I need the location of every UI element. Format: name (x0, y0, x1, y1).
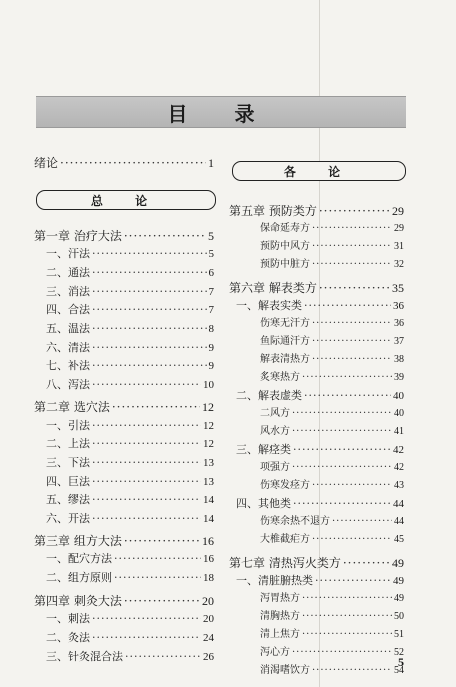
toc-entry[interactable] (46, 378, 214, 392)
toc-entry[interactable] (46, 247, 214, 261)
toc-page: 9 (208, 342, 214, 354)
leader-dots (114, 571, 201, 585)
toc-page: 20 (202, 594, 214, 608)
page-title (36, 96, 406, 128)
leader-dots (92, 419, 201, 433)
toc-entry[interactable] (260, 461, 404, 475)
toc-label: 伤寒无汗方 (260, 318, 310, 329)
toc-page: 40 (393, 390, 404, 402)
toc-entry[interactable] (34, 534, 214, 548)
leader-dots (92, 359, 207, 373)
leader-dots (92, 378, 201, 392)
leader-dots (92, 322, 207, 336)
leader-dots (114, 552, 201, 566)
toc-label: 预防中风方 (260, 241, 310, 252)
toc-page: 5 (208, 248, 214, 260)
toc-label: 七、补法 (46, 359, 90, 372)
toc-entry[interactable] (260, 533, 404, 547)
toc-entry[interactable] (260, 610, 404, 624)
toc-entry[interactable] (46, 571, 214, 585)
toc-label: 一、清脏腑热类 (236, 574, 313, 587)
toc-page: 44 (393, 498, 404, 510)
toc-page: 40 (394, 408, 404, 419)
toc-entry[interactable] (46, 437, 214, 451)
toc-page: 42 (393, 444, 404, 456)
toc-page: 14 (203, 513, 214, 525)
toc-page: 7 (208, 286, 214, 298)
toc-label: 四、合法 (46, 303, 90, 316)
leader-dots (312, 222, 392, 236)
toc-entry[interactable] (46, 493, 214, 507)
toc-page: 36 (393, 300, 404, 312)
leader-dots (302, 371, 392, 385)
page-number: 5 (398, 655, 404, 669)
toc-page: 42 (394, 462, 404, 473)
toc-entry[interactable] (46, 341, 214, 355)
toc-label: 二、通法 (46, 266, 90, 279)
toc-page: 52 (394, 647, 404, 658)
toc-page: 7 (208, 304, 214, 316)
toc-entry[interactable] (260, 628, 404, 642)
toc-label: 二、灸法 (46, 631, 90, 644)
leader-dots (60, 156, 206, 170)
toc-label: 绪论 (34, 156, 59, 170)
leader-dots (302, 592, 392, 606)
leader-dots (292, 461, 392, 475)
toc-label: 泻心方 (260, 647, 290, 658)
toc-label: 第六章 解表类方 (229, 281, 317, 295)
toc-label: 三、下法 (46, 456, 90, 469)
leader-dots (312, 258, 392, 272)
toc-label: 二、解表虚类 (236, 389, 302, 402)
toc-entry[interactable] (260, 646, 404, 660)
toc-label: 大椎截疟方 (260, 534, 310, 545)
toc-label: 风水方 (260, 426, 290, 437)
toc-label: 第七章 清热泻火类方 (229, 556, 341, 570)
leader-dots (312, 335, 392, 349)
toc-label: 一、引法 (46, 419, 90, 432)
toc-page: 24 (203, 632, 214, 644)
toc-page: 35 (392, 281, 404, 295)
toc-page: 49 (394, 593, 404, 604)
toc-entry[interactable] (260, 592, 404, 606)
toc-entry[interactable] (260, 407, 404, 421)
toc-page: 31 (394, 241, 404, 252)
leader-dots (292, 425, 392, 439)
toc-page: 16 (202, 534, 214, 548)
toc-entry[interactable] (260, 240, 404, 254)
toc-entry[interactable] (46, 456, 214, 470)
toc-label: 预防中脏方 (260, 259, 310, 270)
toc-entry[interactable] (236, 299, 404, 313)
leader-dots (125, 650, 201, 664)
toc-entry[interactable] (260, 335, 404, 349)
toc-entry[interactable] (46, 266, 214, 280)
toc-page: 45 (394, 534, 404, 545)
toc-page: 54 (394, 665, 404, 676)
toc-label: 一、配穴方法 (46, 552, 112, 565)
leader-dots (312, 664, 392, 678)
toc-entry[interactable] (260, 353, 404, 367)
toc-entry[interactable] (260, 258, 404, 272)
toc-page: 29 (394, 223, 404, 234)
toc-page: 18 (203, 572, 214, 584)
leader-dots (92, 285, 207, 299)
toc-page: 13 (203, 457, 214, 469)
toc-page: 38 (394, 354, 404, 365)
toc-label: 四、巨法 (46, 475, 90, 488)
leader-dots (92, 493, 201, 507)
toc-page: 26 (203, 651, 214, 663)
toc-page: 6 (208, 267, 214, 279)
leader-dots (332, 515, 392, 529)
toc-page: 5 (208, 229, 214, 243)
section-heading-text: 各 论 (283, 164, 355, 179)
leader-dots (292, 646, 392, 660)
toc-label: 五、缪法 (46, 493, 90, 506)
section-heading-text: 总 论 (90, 193, 162, 208)
leader-dots (302, 610, 392, 624)
leader-dots (92, 341, 207, 355)
toc-page: 12 (202, 400, 214, 414)
toc-page: 44 (394, 516, 404, 527)
section-heading-specific (232, 161, 406, 181)
toc-page: 1 (208, 156, 214, 170)
leader-dots (124, 229, 206, 243)
toc-page: 20 (203, 613, 214, 625)
toc-entry[interactable] (260, 317, 404, 331)
toc-page: 51 (394, 629, 404, 640)
toc-entry-intro[interactable] (34, 156, 214, 170)
toc-page: 49 (392, 556, 404, 570)
leader-dots (319, 281, 390, 295)
toc-entry[interactable] (229, 204, 404, 218)
leader-dots (292, 407, 392, 421)
toc-label: 六、开法 (46, 512, 90, 525)
toc-entry[interactable] (46, 322, 214, 336)
toc-page: 10 (203, 379, 214, 391)
toc-page: 50 (394, 611, 404, 622)
leader-dots (302, 628, 392, 642)
toc-page: 13 (203, 476, 214, 488)
toc-entry[interactable] (236, 497, 404, 511)
toc-label: 五、温法 (46, 322, 90, 335)
toc-label: 一、刺法 (46, 612, 90, 625)
leader-dots (112, 400, 200, 414)
toc-entry[interactable] (260, 479, 404, 493)
toc-page: 29 (392, 204, 404, 218)
toc-label: 解表清热方 (260, 354, 310, 365)
leader-dots (312, 533, 392, 547)
toc-label: 第四章 刺灸大法 (34, 594, 122, 608)
toc-page: 49 (393, 575, 404, 587)
toc-page: 41 (394, 426, 404, 437)
toc-label: 三、消法 (46, 285, 90, 298)
toc-label: 第二章 选穴法 (34, 400, 110, 414)
toc-label: 泻胃热方 (260, 593, 300, 604)
toc-entry[interactable] (34, 594, 214, 608)
toc-label: 二风方 (260, 408, 290, 419)
section-heading-general (36, 190, 216, 210)
leader-dots (92, 612, 201, 626)
toc-label: 第一章 治疗大法 (34, 229, 122, 243)
toc-page: 8 (208, 323, 214, 335)
leader-dots (343, 556, 390, 570)
leader-dots (92, 303, 207, 317)
toc-page: 43 (394, 480, 404, 491)
toc-entry[interactable] (46, 359, 214, 373)
toc-label: 一、汗法 (46, 247, 90, 260)
toc-entry[interactable] (46, 612, 214, 626)
toc-entry[interactable] (46, 552, 214, 566)
leader-dots (92, 456, 201, 470)
leader-dots (92, 247, 207, 261)
leader-dots (319, 204, 390, 218)
toc-label: 清胸热方 (260, 611, 300, 622)
toc-page: 12 (203, 420, 214, 432)
toc-entry[interactable] (236, 574, 404, 588)
toc-entry[interactable] (34, 229, 214, 243)
toc-entry[interactable] (46, 650, 214, 664)
toc-label: 二、组方原则 (46, 571, 112, 584)
toc-label: 清上焦方 (260, 629, 300, 640)
toc-entry[interactable] (34, 400, 214, 414)
toc-page: 14 (203, 494, 214, 506)
toc-label: 八、泻法 (46, 378, 90, 391)
toc-label: 一、解表实类 (236, 299, 302, 312)
toc-entry[interactable] (46, 303, 214, 317)
toc-label: 伤寒余热不退方 (260, 516, 330, 527)
leader-dots (92, 266, 207, 280)
page-title-text: 目 录 (167, 101, 275, 126)
toc-label: 四、其他类 (236, 497, 291, 510)
leader-dots (124, 534, 200, 548)
toc-entry[interactable] (46, 285, 214, 299)
leader-dots (312, 240, 392, 254)
toc-label: 第三章 组方大法 (34, 534, 122, 548)
toc-page: 32 (394, 259, 404, 270)
leader-dots (312, 479, 392, 493)
leader-dots (304, 299, 391, 313)
toc-label: 伤寒发痉方 (260, 480, 310, 491)
toc-label: 二、上法 (46, 437, 90, 450)
leader-dots (92, 512, 201, 526)
toc-page: 12 (203, 438, 214, 450)
toc-label: 三、针灸混合法 (46, 650, 123, 663)
toc-page: 39 (394, 372, 404, 383)
toc-entry[interactable] (229, 556, 404, 570)
toc-entry[interactable] (46, 631, 214, 645)
toc-page: 9 (208, 360, 214, 372)
toc-entry[interactable] (46, 475, 214, 489)
leader-dots (92, 437, 201, 451)
toc-entry[interactable] (260, 664, 404, 678)
leader-dots (92, 631, 201, 645)
toc-page: 36 (394, 318, 404, 329)
toc-label: 六、清法 (46, 341, 90, 354)
toc-entry[interactable] (260, 515, 404, 529)
toc-page: 16 (203, 553, 214, 565)
leader-dots (293, 443, 391, 457)
leader-dots (315, 574, 391, 588)
toc-label: 炙寒热方 (260, 372, 300, 383)
toc-label: 三、解痉类 (236, 443, 291, 456)
leader-dots (293, 497, 391, 511)
toc-page: 37 (394, 336, 404, 347)
leader-dots (92, 475, 201, 489)
toc-entry[interactable] (260, 222, 404, 236)
toc-label: 第五章 预防类方 (229, 204, 317, 218)
toc-entry[interactable] (229, 281, 404, 295)
leader-dots (312, 317, 392, 331)
toc-entry[interactable] (260, 371, 404, 385)
toc-entry[interactable] (260, 425, 404, 439)
toc-entry[interactable] (46, 419, 214, 433)
toc-label: 项强方 (260, 462, 290, 473)
toc-entry[interactable] (46, 512, 214, 526)
leader-dots (312, 353, 392, 367)
toc-label: 消渴嗜饮方 (260, 665, 310, 676)
toc-label: 鱼际通汗方 (260, 336, 310, 347)
toc-entry[interactable] (236, 443, 404, 457)
toc-label: 保命延寿方 (260, 223, 310, 234)
leader-dots (304, 389, 391, 403)
leader-dots (124, 594, 200, 608)
toc-entry[interactable] (236, 389, 404, 403)
